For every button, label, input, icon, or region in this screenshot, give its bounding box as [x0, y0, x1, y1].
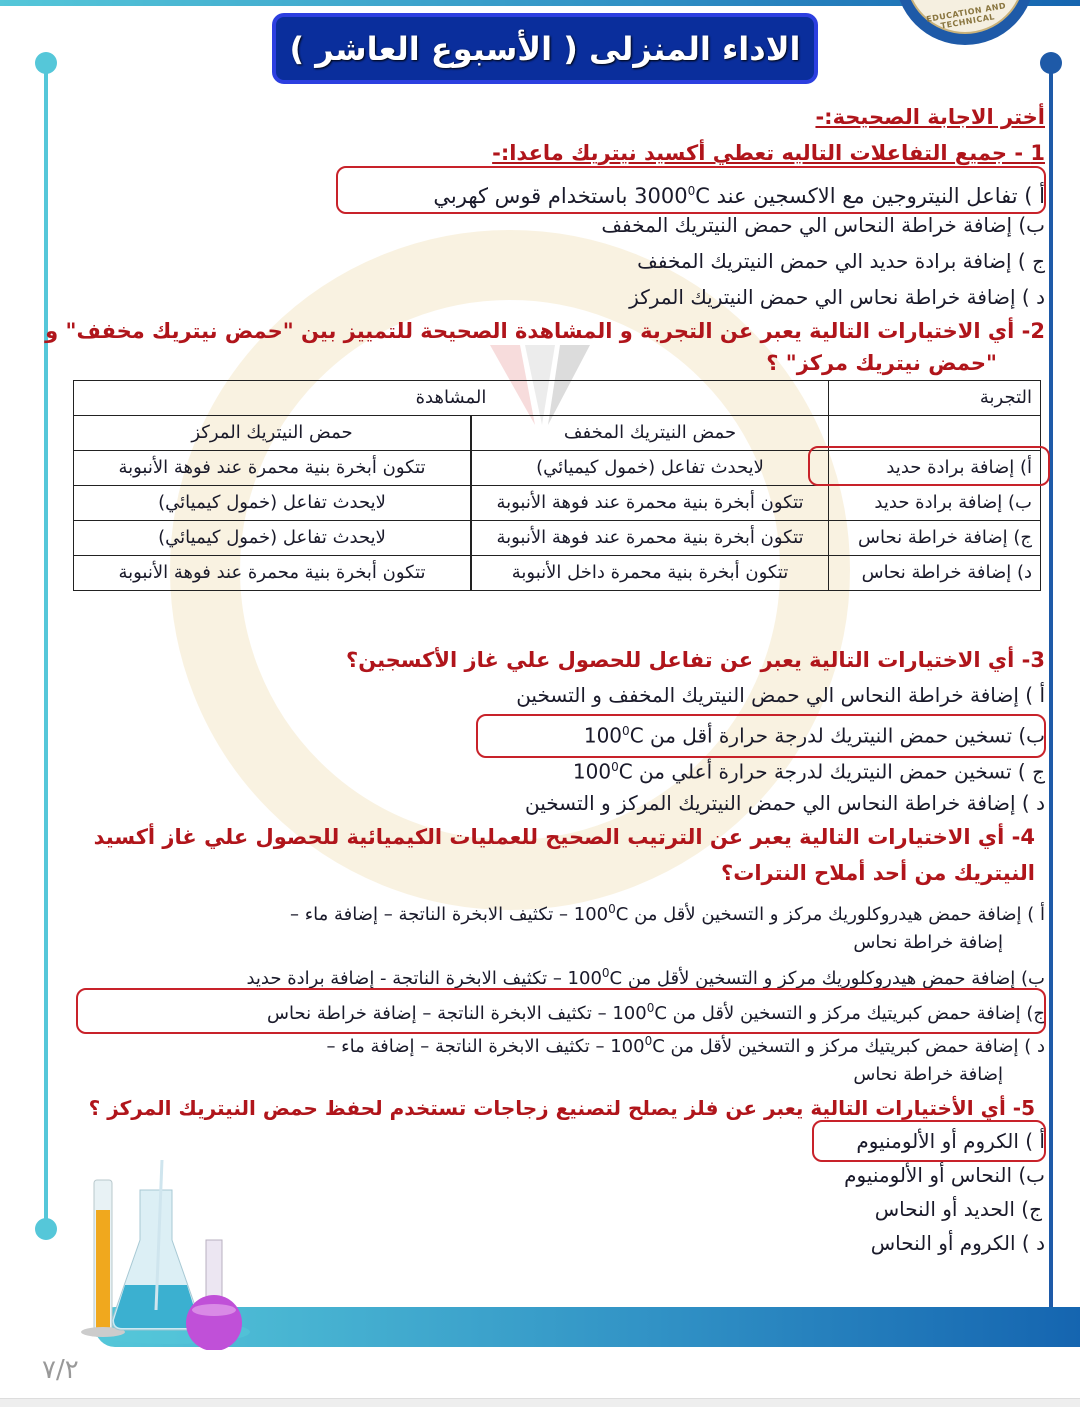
q4-option-d[interactable]: د ) إضافة حمض كبريتيك مركز و التسخين لأقل من $100^0C$ – تكثيف الابخرة الناتجة – إضافة ماء –	[326, 1034, 1045, 1057]
table-cell-concentrated: لايحدث تفاعل (خمول كيميائي)	[74, 486, 472, 521]
q1-option-d[interactable]: د ) إضافة خراطة نحاس الي حمض النيتريك المركز	[629, 285, 1045, 309]
table-header-row	[74, 381, 1041, 416]
question-1-text: 1 - جميع التفاعلات التاليه تعطي أكسيد نيتريك ماعدا:-	[492, 141, 1045, 165]
q4-option-a[interactable]: أ ) إضافة حمض هيدروكلوريك مركز و التسخين لأقل من $100^0C$ – تكثيف الابخرة الناتجة – إضافة ماء –	[289, 902, 1045, 925]
question-4-text: 4- أي الاختيارات التالية يعبر عن الترتيب الصحيح للعمليات الكيميائية للحصول علي غاز أكسيد	[93, 825, 1035, 849]
table-cell-dilute: تتكون أبخرة بنية محمرة عند فوهة الأنبوبة	[471, 521, 829, 556]
table-row[interactable]	[74, 521, 1041, 556]
answer-highlight-q3	[476, 714, 1046, 758]
page-title-banner	[272, 13, 818, 84]
q5-option-d[interactable]: د ) الكروم أو النحاس	[870, 1231, 1045, 1255]
answer-highlight-q2	[808, 446, 1050, 486]
page-number: ٧/٢	[42, 1355, 79, 1385]
table-cell-experiment[interactable]: د) إضافة خراطة نحاس	[829, 556, 1041, 591]
table-cell-dilute: تتكون أبخرة بنية محمرة داخل الأنبوبة	[471, 556, 829, 591]
right-decor-line	[1049, 62, 1053, 1308]
left-decor-dot-bottom	[35, 1218, 57, 1240]
table-cell-concentrated: تتكون أبخرة بنية محمرة عند فوهة الأنبوبة	[74, 451, 472, 486]
left-decor-line	[44, 62, 48, 1232]
table-subheader-dilute: حمض النيتريك المخفف	[471, 416, 829, 451]
table-cell-dilute: تتكون أبخرة بنية محمرة عند فوهة الأنبوبة	[471, 486, 829, 521]
seal-text: EDUCATION AND TECHNICAL	[925, 1, 1007, 31]
q1-option-a[interactable]: أ ) تفاعل النيتروجين مع الاكسجين عند 3000$^0$C باستخدام قوس كهربي	[433, 184, 1045, 208]
q4-option-d-cont: إضافة خراطة نحاس	[853, 1064, 1003, 1085]
ministry-seal-logo	[895, 0, 1035, 45]
q3-option-d[interactable]: د ) إضافة خراطة النحاس الي حمض النيتريك المركز و التسخين	[524, 791, 1045, 815]
table-cell-dilute: لايحدث تفاعل (خمول كيميائي)	[471, 451, 829, 486]
table-header-observation: المشاهدة	[74, 381, 829, 416]
q4-option-a-cont: إضافة خراطة نحاس	[853, 932, 1003, 953]
answer-highlight-q4	[76, 988, 1046, 1034]
instructions: أختر الاجابة الصحيحة:-	[815, 105, 1045, 129]
table-header-experiment: التجربة	[829, 381, 1041, 416]
table-row[interactable]	[74, 556, 1041, 591]
table-cell-experiment[interactable]: أ) إضافة برادة حديد	[829, 451, 1041, 486]
q3-option-b[interactable]: ب) تسخين حمض النيتريك لدرجة حرارة أقل من $100^0C$	[583, 723, 1045, 748]
q4-option-c[interactable]: ج) إضافة حمض كبريتيك مركز و التسخين لأقل من $100^0C$ – تكثيف الابخرة الناتجة – إضافة خراطة نحاس	[267, 1001, 1045, 1024]
question-3-text: 3- أي الاختيارات التالية يعبر عن تفاعل للحصول علي غاز الأكسجين؟	[346, 648, 1045, 672]
right-decor-dot	[1040, 52, 1062, 74]
answer-highlight-q5	[812, 1120, 1046, 1162]
table-cell-experiment[interactable]: ب) إضافة برادة حديد	[829, 486, 1041, 521]
q5-option-b[interactable]: ب) النحاس أو الألومنيوم	[844, 1163, 1045, 1187]
page-title: الاداء المنزلى ( الأسبوع العاشر )	[289, 29, 801, 68]
table-cell-concentrated: تتكون أبخرة بنية محمرة عند فوهة الأنبوبة	[74, 556, 472, 591]
q5-option-c[interactable]: ج) الحديد أو النحاس	[874, 1197, 1042, 1221]
q1-option-b[interactable]: ب) إضافة خراطة النحاس الي حمض النيتريك المخفف	[601, 213, 1045, 237]
q1-option-c[interactable]: ج ) إضافة برادة حديد الي حمض النيتريك المخفف	[637, 249, 1045, 273]
q4-option-b[interactable]: ب) إضافة حمض هيدروكلوريك مركز و التسخين لأقل من $100^0C$ – تكثيف الابخرة الناتجة - إضافة برادة حديد	[246, 966, 1045, 989]
q3-option-c[interactable]: ج ) تسخين حمض النيتريك لدرجة حرارة أعلي من $100^0C$	[572, 759, 1045, 784]
question-2-text: 2- أي الاختيارات التالية يعبر عن التجربة و المشاهدة الصحيحة للتمييز بين "حمض نيتريك مخفف" و	[45, 319, 1045, 343]
table-row[interactable]	[74, 486, 1041, 521]
q5-option-a[interactable]: أ ) الكروم أو الألومنيوم	[856, 1129, 1045, 1153]
table-cell-concentrated: لايحدث تفاعل (خمول كيميائي)	[74, 521, 472, 556]
q3-option-a[interactable]: أ ) إضافة خراطة النحاس الي حمض النيتريك المخفف و التسخين	[516, 683, 1045, 707]
lab-glassware-illustration	[80, 1160, 310, 1350]
table-cell-experiment[interactable]: ج) إضافة خراطة نحاس	[829, 521, 1041, 556]
question-5-text: 5- أي الأختيارات التالية يعبر عن فلز يصلح لتصنيع زجاجات تستخدم لحفظ حمض النيتريك المركز ؟	[88, 1096, 1035, 1120]
left-decor-dot-top	[35, 52, 57, 74]
question-2-text-cont: "حمض نيتريك مركز" ؟	[766, 351, 997, 375]
table-subheader-concentrated: حمض النيتريك المركز	[74, 416, 472, 451]
answer-highlight-q1	[336, 166, 1046, 214]
question-4-text-cont: النيتريك من أحد أملاح النترات؟	[721, 861, 1035, 885]
